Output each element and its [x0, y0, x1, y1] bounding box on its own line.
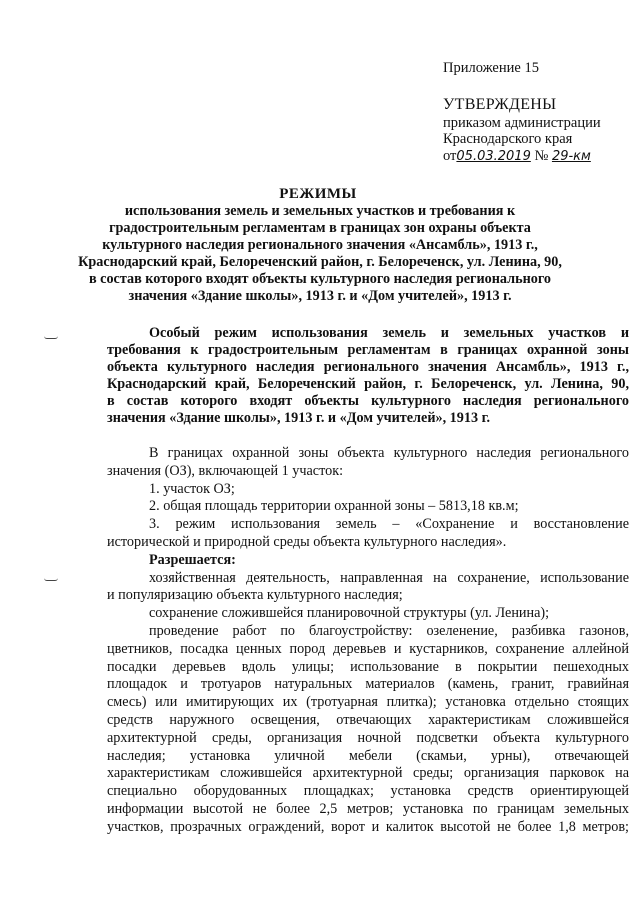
date-prefix: от — [443, 148, 457, 164]
regime-line: в состав которого входят объекты культурного наследия регионального — [107, 393, 629, 409]
body-line: проведение работ по благоустройству: озеленение, разбивка газонов, — [149, 622, 629, 639]
subtitle-line: культурного наследия регионального значения «Ансамбль», 1913 г., — [102, 237, 538, 253]
body-line: средств наружного освещения, отвечающих характеристикам сложившейся — [107, 711, 629, 728]
handwritten-number: 29-км — [551, 149, 591, 164]
body-line: специально оборудованных площадках; установка средств ориентирующей — [107, 783, 629, 800]
special-regime-heading — [107, 325, 629, 427]
body-line: сохранение сложившейся планировочной структуры (ул. Ленина); — [149, 605, 550, 622]
order-line-1: приказом администрации — [443, 115, 601, 131]
approved-heading: УТВЕРЖДЕНЫ — [443, 96, 557, 113]
document-title: РЕЖИМЫ — [279, 186, 357, 202]
number-prefix: № — [534, 148, 549, 164]
order-date-number — [443, 148, 591, 165]
handwritten-date: 05.03.2019 — [456, 149, 531, 164]
body-line: наследия; установка уличной мебели (скамьи, урны), отвечающей — [107, 747, 629, 764]
body-line: смесь) или имитирующих их (тротуарная плитка); установка отдельно стоящих — [107, 694, 629, 711]
order-line-2: Краснодарского края — [443, 131, 573, 147]
body-line: 3. режим использования земель – «Сохранение и восстановление — [149, 516, 629, 533]
body-line: 2. общая площадь территории охранной зоны – 5813,18 кв.м; — [149, 498, 519, 515]
subtitle-line: градостроительным регламентам в границах зон охраны объекта — [109, 220, 531, 236]
regime-line: требования к градостроительным регламентам в границах охранной зоны — [107, 342, 629, 358]
regime-line: значения «Здание школы», 1913 г. и «Дом учителей», 1913 г. — [107, 410, 490, 426]
body-line: В границах охранной зоны объекта культурного наследия регионального — [149, 445, 629, 461]
margin-mark — [44, 336, 58, 339]
body-line: характеристикам сложившейся архитектурной среды; организация парковок на — [107, 765, 629, 782]
body-line: значения (ОЗ), включающей 1 участок: — [107, 462, 344, 479]
regime-line: Краснодарский край, Белореченский район, г. Белореченск, ул. Ленина, 90, — [107, 376, 629, 392]
body-line: и популяризацию объекта культурного наследия; — [107, 587, 403, 604]
body-line: архитектурной среды, организация ночной подсветки объекта культурного — [107, 729, 629, 746]
body-text — [107, 445, 629, 837]
body-line: площадок и тротуаров натуральных материалов (камень, гранит, гравийная — [107, 676, 629, 693]
subtitle-line: значения «Здание школы», 1913 г. и «Дом учителей», 1913 г. — [128, 288, 512, 304]
body-line: участков, прозрачных ограждений, ворот и калиток высотой не более 1,8 метров; — [107, 818, 629, 835]
subtitle-line: использования земель и земельных участков и требования к — [124, 203, 516, 219]
body-line: исторической и природной среды объекта культурного наследия». — [107, 533, 507, 550]
body-line: посадки деревьев вдоль улицы; использование в покрытии пешеходных — [107, 658, 629, 675]
appendix-label: Приложение 15 — [443, 60, 539, 76]
body-line: 1. участок ОЗ; — [149, 480, 235, 497]
body-line: информации высотой не более 2,5 метров; установка по границам земельных — [107, 800, 629, 817]
body-line: цветников, посадка ценных пород деревьев и кустарников, сохранение аллейной — [107, 640, 629, 657]
margin-mark — [44, 578, 58, 581]
regime-line: Особый режим использования земель и земельных участков и — [149, 325, 629, 341]
regime-line: объекта культурного наследия регионального значения Ансамбль», 1913 г., — [107, 359, 629, 375]
body-line: Разрешается: — [149, 551, 236, 568]
body-line: хозяйственная деятельность, направленная на сохранение, использование — [149, 569, 629, 586]
document-subtitle — [20, 203, 620, 305]
subtitle-line: в состав которого входят объекты культурного наследия регионального — [88, 271, 552, 287]
subtitle-line: Краснодарский край, Белореченский район, г. Белореченск, ул. Ленина, 90, — [78, 254, 562, 270]
